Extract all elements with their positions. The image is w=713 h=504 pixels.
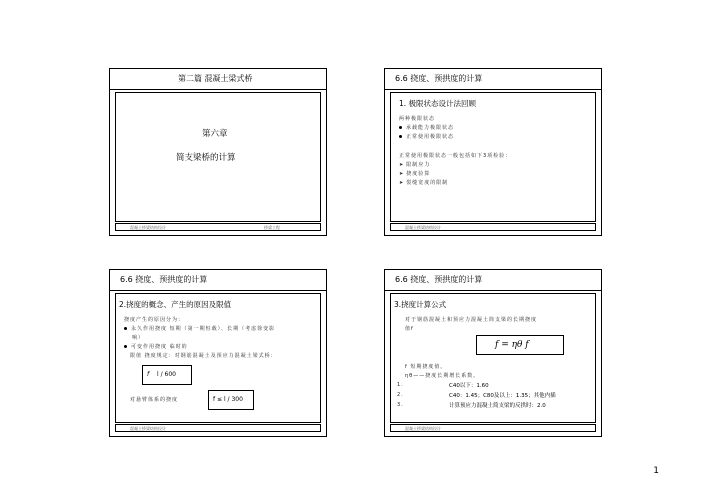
- list-number: 3.: [397, 402, 404, 408]
- bullet-item: 可变作用挠度 临时的: [124, 343, 188, 350]
- bullet-icon: [399, 135, 402, 138]
- chapter-subtitle: 简支梁桥的计算: [176, 153, 236, 163]
- slide-3: [109, 269, 327, 437]
- bullet-icon: [124, 327, 127, 330]
- slide-2-content: [390, 92, 596, 222]
- text-line: 挠度产生的原因分为：: [124, 317, 185, 323]
- formula: f ≤ l / 300: [213, 396, 243, 403]
- slide-4-footer: [390, 424, 596, 432]
- slide-1-header: 第二篇 混凝土梁式桥: [110, 69, 326, 90]
- bullet-item: 承载能力极限状态: [399, 124, 454, 131]
- list-item: 计算预应力混凝土简支梁的反拱时：2.0: [449, 403, 546, 409]
- arrow-icon: ➤: [399, 162, 405, 168]
- footer-left: 混凝土桥梁结构设计: [130, 225, 166, 230]
- slide-4-header: 6.6 挠度、预拱度的计算: [385, 270, 601, 291]
- text-line: 值f: [405, 326, 414, 332]
- text-line: f 短期挠度值。: [405, 364, 447, 370]
- footer-left: 混凝土桥梁结构设计: [130, 426, 166, 431]
- slide-1-footer: [115, 223, 321, 231]
- section-heading: 3.挠度计算公式: [394, 300, 447, 309]
- arrow-icon: ➤: [399, 171, 405, 177]
- slide-2: [384, 68, 602, 236]
- arrow-item: ➤ 裂缝宽度的限制: [399, 180, 449, 186]
- text-line: 限值 挠度规定：对钢筋混凝土及预应力混凝土梁式桥：: [130, 353, 277, 359]
- section-heading: 1. 极限状态设计法回顾: [399, 99, 477, 108]
- slide-4-content: [390, 293, 596, 423]
- slide-3-content: [115, 293, 321, 423]
- arrow-item: ➤ 挠度验算: [399, 171, 431, 177]
- text-line: ηθ——挠度长期增长系数。: [405, 373, 480, 379]
- chapter-title: 第六章: [202, 129, 228, 139]
- text-line: 两种极限状态: [399, 116, 436, 122]
- slide-3-header: 6.6 挠度、预拱度的计算: [110, 270, 326, 291]
- formula-rhs: l / 600: [157, 371, 176, 378]
- text-line: 对于钢筋混凝土和预应力混凝土简支梁的长期挠度: [405, 317, 538, 323]
- text-line: 对悬臂体系的挠度: [130, 397, 179, 403]
- arrow-icon: ➤: [399, 180, 405, 186]
- footer-left: 混凝土桥梁结构设计: [405, 225, 441, 230]
- slide-1: [109, 68, 327, 236]
- bullet-item: 永久作用挠度 短期（第一期恒载）、长期（考虑徐变影: [124, 325, 275, 332]
- text-line: 响）: [132, 335, 145, 341]
- footer-left: 混凝土桥梁结构设计: [405, 426, 441, 431]
- list-number: 1.: [397, 382, 404, 388]
- slide-4: [384, 269, 602, 437]
- slide-3-footer: [115, 424, 321, 432]
- page-number: 1: [653, 466, 659, 476]
- bullet-icon: [124, 345, 127, 348]
- section-heading: 2.挠度的概念、产生的原因及限值: [119, 300, 232, 309]
- formula-lhs: f: [147, 371, 150, 378]
- list-item: C40以下：1.60: [449, 383, 489, 389]
- bullet-icon: [399, 126, 402, 129]
- bullet-item: 正常使用极限状态: [399, 133, 454, 140]
- list-number: 2.: [397, 392, 404, 398]
- list-item: C40：1.45；C80及以上：1.35；其他内插: [449, 393, 556, 399]
- footer-right: 桥梁工程: [264, 225, 280, 230]
- slide-2-header: 6.6 挠度、预拱度的计算: [385, 69, 601, 90]
- slide-2-footer: [390, 223, 596, 231]
- slide-1-content: [115, 92, 321, 222]
- arrow-item: ➤ 限制应力: [399, 162, 431, 168]
- formula: f = ηθ f: [495, 340, 529, 350]
- formula-box: [476, 335, 564, 355]
- formula-box: [208, 390, 254, 410]
- formula-box: [142, 365, 192, 385]
- text-line: 正常使用极限状态一般包括如下3项检验：: [399, 153, 512, 159]
